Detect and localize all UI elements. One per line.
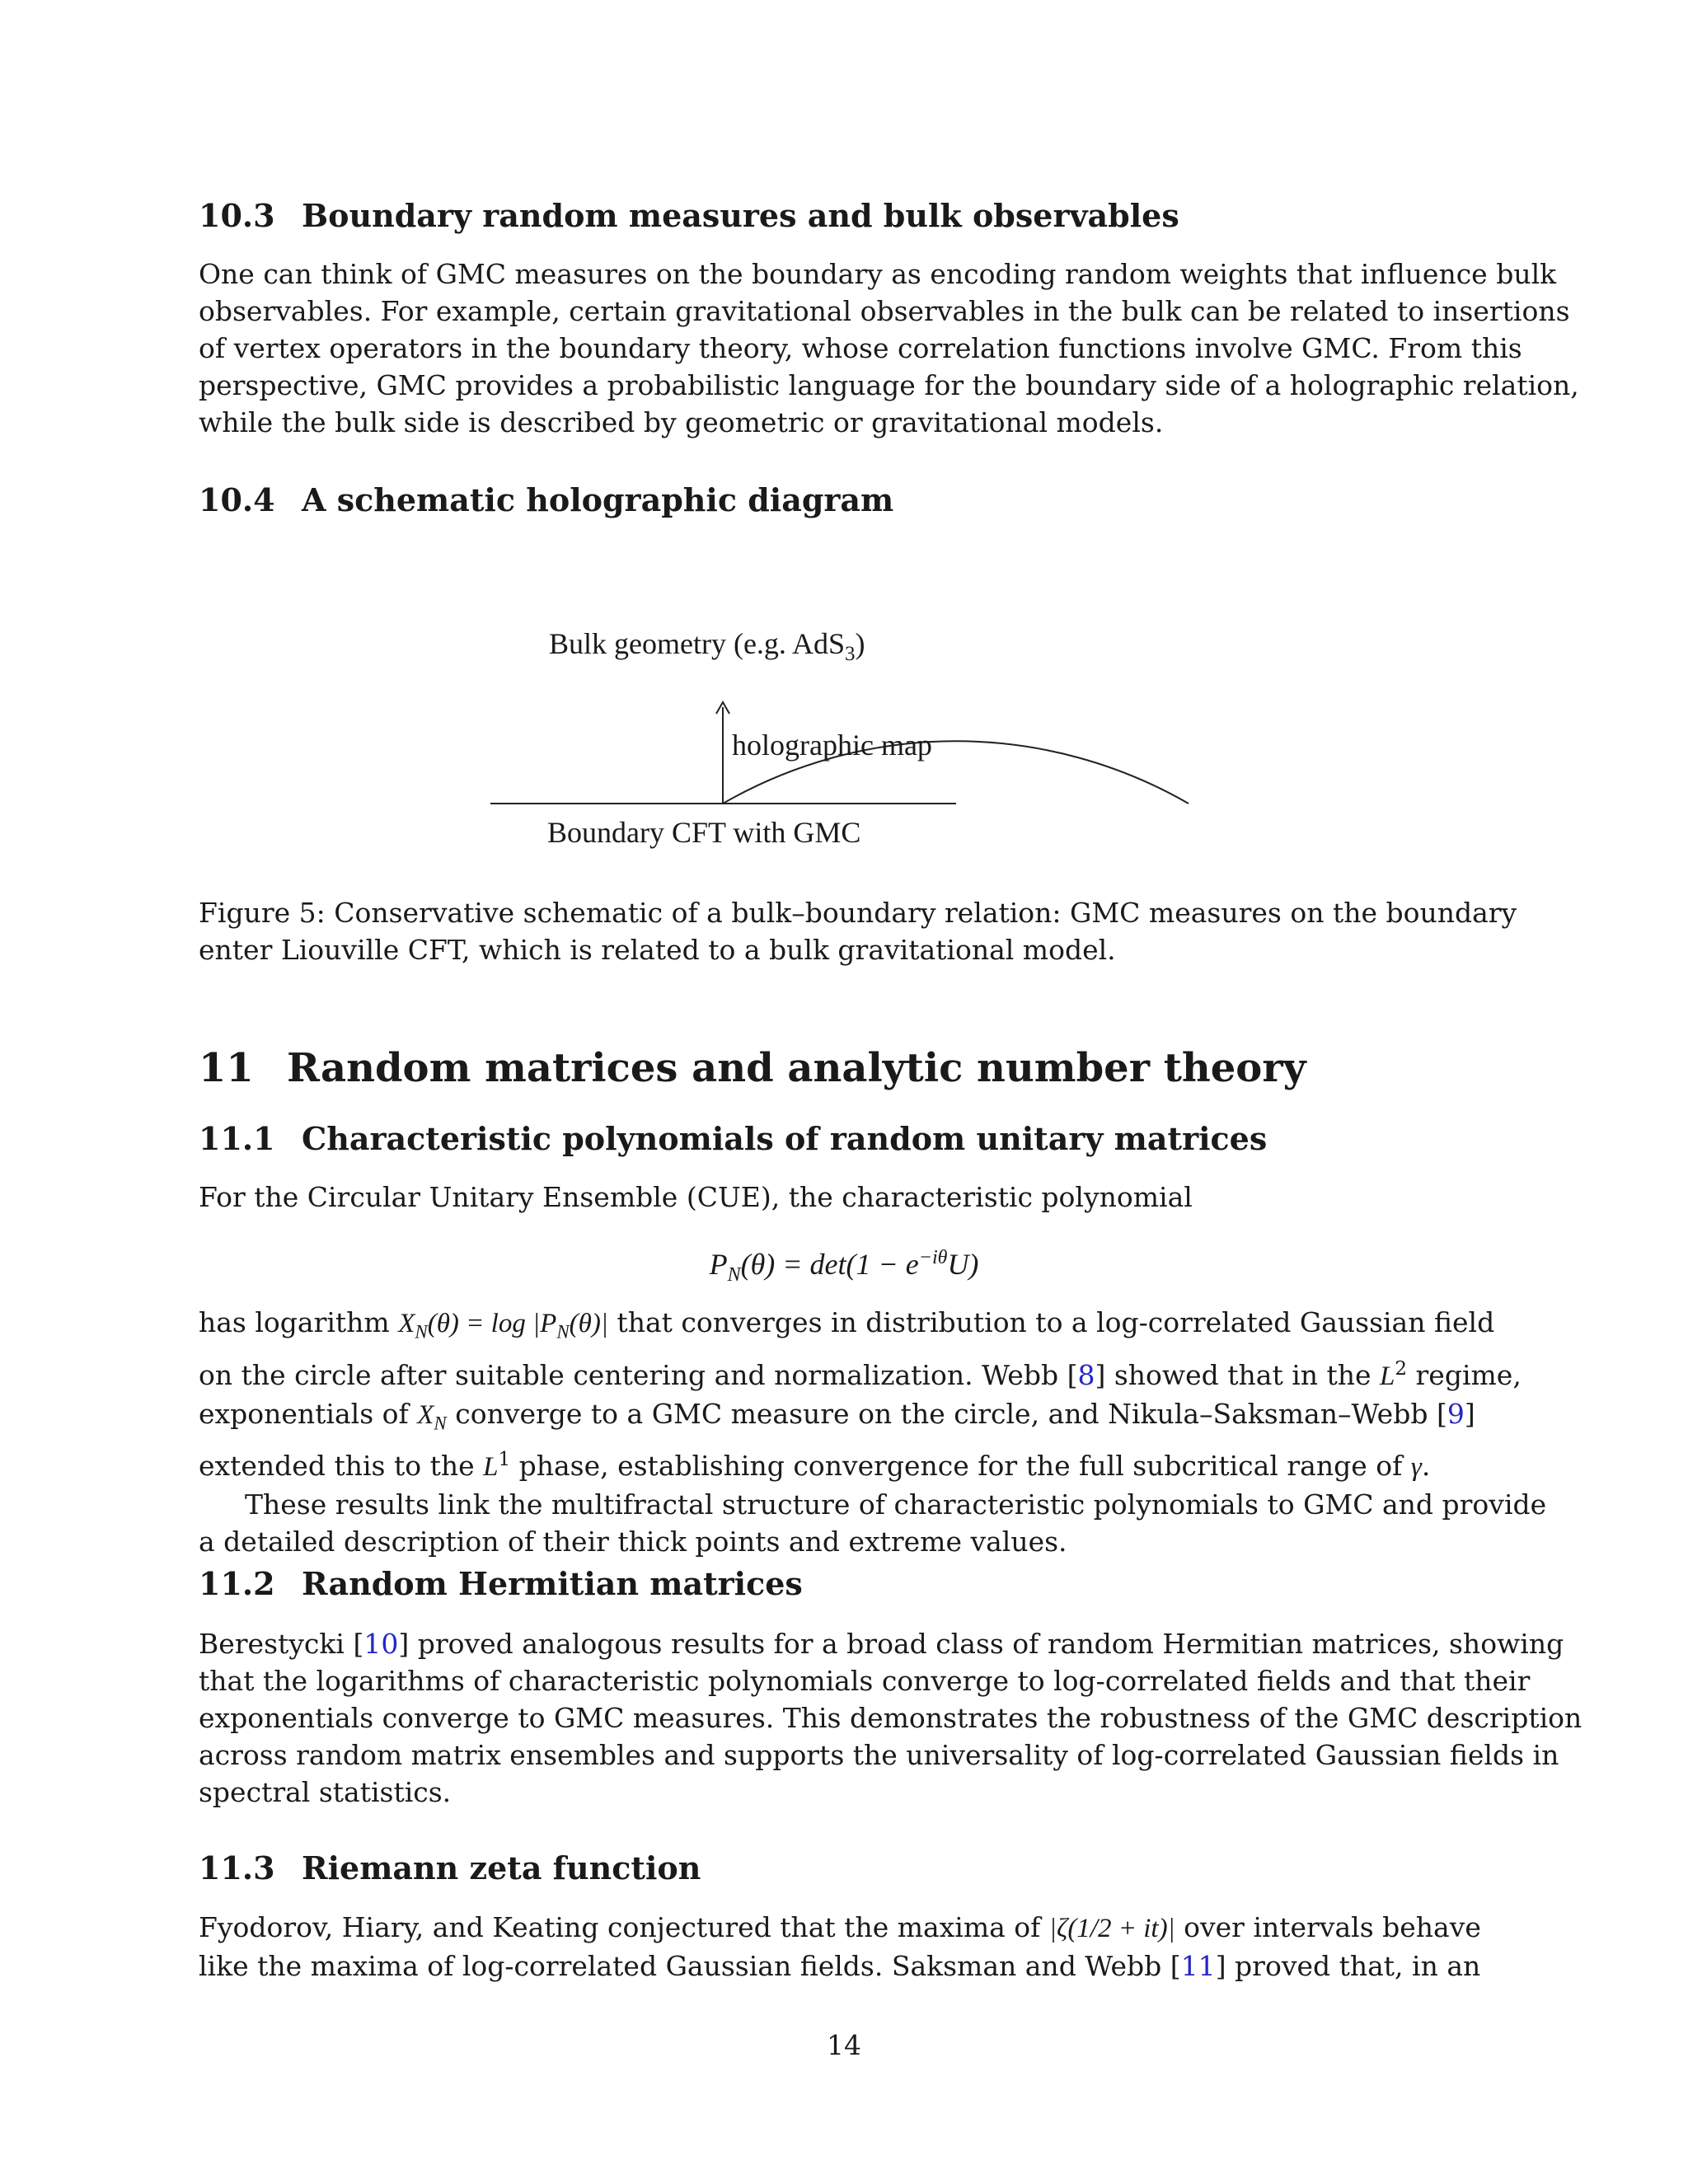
page-number: 14 bbox=[827, 2029, 861, 2061]
section-heading-11 bbox=[199, 1045, 1489, 1091]
figure-caption bbox=[199, 894, 1517, 968]
citation-link[interactable]: 11 bbox=[1180, 1950, 1216, 1982]
section-title: Riemann zeta function bbox=[302, 1849, 701, 1886]
caption-line: Figure 5: Conservative schematic of a bulk–boundary relation: GMC measures on the boundary bbox=[199, 897, 1517, 929]
section-heading-11-1 bbox=[199, 1121, 1489, 1157]
section-number: 10.4 bbox=[199, 481, 275, 518]
citation-link[interactable]: 10 bbox=[363, 1628, 399, 1660]
citation-link[interactable]: 9 bbox=[1447, 1397, 1465, 1430]
equation-char-poly: $P_N(\theta) = \det(1 - e^{-i\theta}U)$ bbox=[709, 1247, 979, 1286]
text-line: has logarithm $X_N(\theta) = \log |P_N(\theta)|$ that converges in distribution to a log-correlated Gaussian field bbox=[199, 1306, 1495, 1343]
section-heading-11-2 bbox=[199, 1566, 1489, 1602]
text-line: perspective, GMC provides a probabilistic language for the boundary side of a holographic relation, bbox=[199, 369, 1579, 401]
section-title: Random matrices and analytic number theory bbox=[287, 1045, 1306, 1091]
section-title: Random Hermitian matrices bbox=[302, 1565, 803, 1602]
section-number: 11.1 bbox=[199, 1120, 275, 1157]
paragraph-11-1-intro bbox=[199, 1179, 1489, 1216]
paragraph-11-3 bbox=[199, 1909, 1489, 1985]
map-label: holographic map bbox=[732, 729, 932, 762]
text-line: across random matrix ensembles and supports the universality of log-correlated Gaussian fields in bbox=[199, 1739, 1559, 1771]
section-title: Characteristic polynomials of random unitary matrices bbox=[302, 1120, 1268, 1157]
text-line: spectral statistics. bbox=[199, 1776, 452, 1808]
text-line: exponentials converge to GMC measures. This demonstrates the robustness of the GMC description bbox=[199, 1702, 1582, 1734]
section-number: 11.3 bbox=[199, 1849, 275, 1886]
boundary-label: Boundary CFT with GMC bbox=[547, 816, 861, 849]
text-line: exponentials of $X_N$ converge to a GMC measure on the circle, and Nikula–Saksman–Webb [9] bbox=[199, 1397, 1475, 1434]
holographic-diagram bbox=[0, 0, 1688, 907]
text-line: observables. For example, certain gravitational observables in the bulk can be related to insertions bbox=[199, 295, 1570, 327]
text-line: One can think of GMC measures on the boundary as encoding random weights that influence bulk bbox=[199, 258, 1557, 290]
citation-link[interactable]: 8 bbox=[1077, 1358, 1095, 1391]
text-line: that the logarithms of characteristic polynomials converge to log-correlated fields and that their bbox=[199, 1665, 1531, 1697]
paragraph-11-2 bbox=[199, 1625, 1582, 1811]
text-line: of vertex operators in the boundary theory, whose correlation functions involve GMC. From this bbox=[199, 332, 1522, 364]
caption-line: enter Liouville CFT, which is related to a bulk gravitational model. bbox=[199, 934, 1116, 966]
text-line: These results link the multifractal structure of characteristic polynomials to GMC and provide bbox=[245, 1488, 1547, 1521]
paragraph-11-1-body bbox=[199, 1304, 1547, 1560]
text-line: like the maxima of log-correlated Gaussian fields. Saksman and Webb [11] proved that, in an bbox=[199, 1950, 1481, 1982]
text-line: Fyodorov, Hiary, and Keating conjectured that the maxima of |ζ(1/2 + it)| over intervals behave bbox=[199, 1911, 1481, 1943]
text-line: while the bulk side is described by geometric or gravitational models. bbox=[199, 406, 1164, 438]
text-line: For the Circular Unitary Ensemble (CUE), the characteristic polynomial bbox=[199, 1181, 1193, 1213]
section-number: 11.2 bbox=[199, 1565, 275, 1602]
bulk-label: Bulk geometry (e.g. AdS$_3$) bbox=[549, 627, 865, 665]
text-line: extended this to the $L^1$ phase, establishing convergence for the full subcritical range of γ. bbox=[199, 1449, 1431, 1483]
text-line: Berestycki [10] proved analogous results for a broad class of random Hermitian matrices, showing bbox=[199, 1628, 1564, 1660]
section-number: 11 bbox=[199, 1045, 254, 1091]
section-heading-11-3 bbox=[199, 1850, 1489, 1886]
text-line: a detailed description of their thick points and extreme values. bbox=[199, 1526, 1067, 1558]
section-number: 10.3 bbox=[199, 197, 275, 234]
text-line: on the circle after suitable centering and normalization. Webb [8] showed that in the $L^2$ regime, bbox=[199, 1357, 1522, 1391]
section-title: Boundary random measures and bulk observables bbox=[302, 197, 1179, 234]
section-title: A schematic holographic diagram bbox=[302, 481, 894, 518]
